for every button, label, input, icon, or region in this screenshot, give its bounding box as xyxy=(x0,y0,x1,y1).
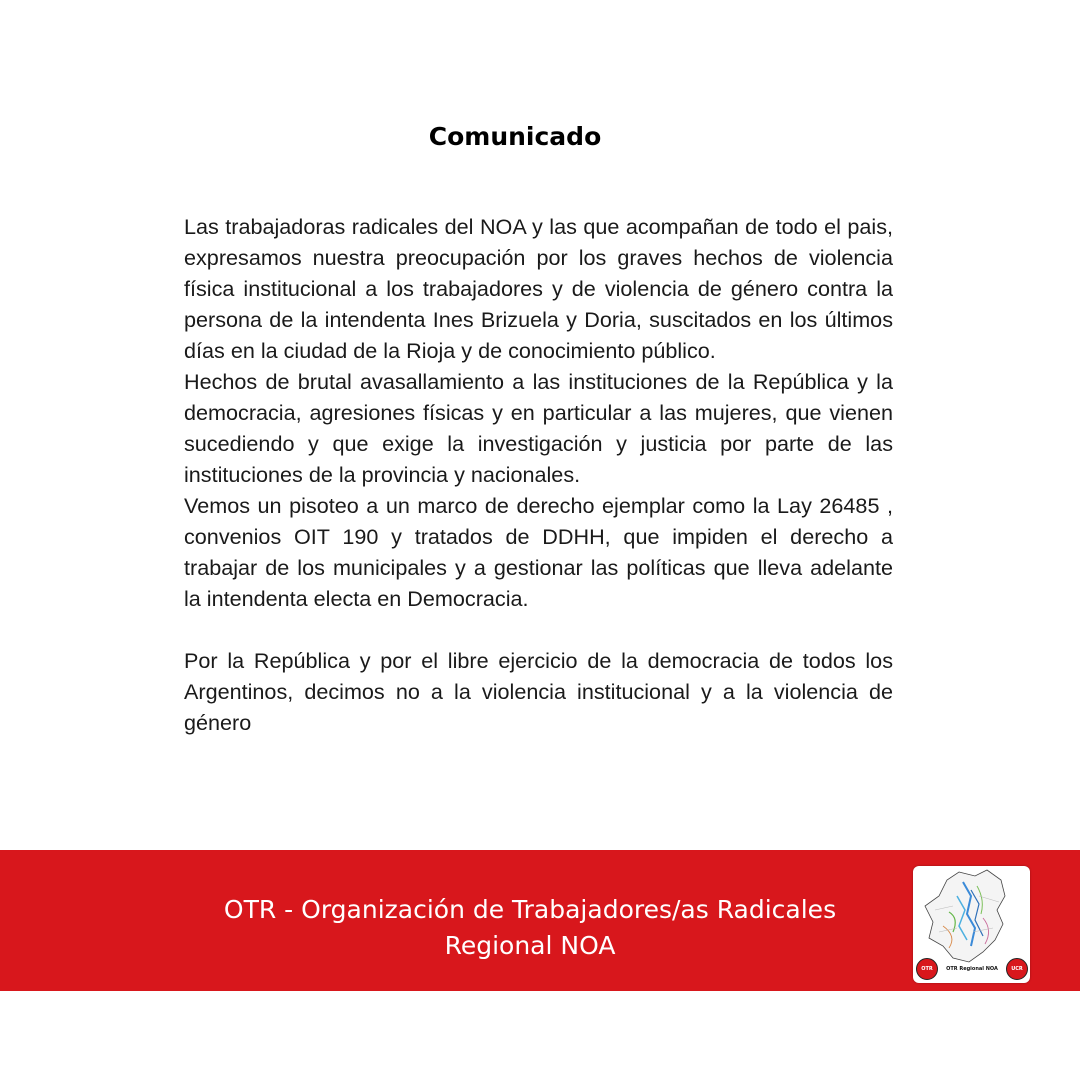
footer-region: Regional NOA xyxy=(444,931,616,960)
otr-logo xyxy=(913,866,1030,983)
page-title: Comunicado xyxy=(428,122,602,151)
paragraph: Hechos de brutal avasallamiento a las instituciones de la República y la democracia, agresiones físicas y en particular a las mujeres, que vienen sucediendo y que exige la investigación y justicia por parte de las instituciones de la provincia y nacionales. xyxy=(184,369,893,487)
otr-badge: OTR xyxy=(916,958,938,980)
paragraph: Vemos un pisoteo a un marco de derecho ejemplar como la Lay 26485 , convenios OIT 190 y tratados de DDHH, que impiden el derecho a trabajar de los municipales y a gestionar las políticas que lleva adelante la intendenta electa en Democracia. xyxy=(184,493,893,611)
paragraph: Las trabajadoras radicales del NOA y las que acompañan de todo el pais, expresamos nuestra preocupación por los graves hechos de violencia física institucional a los trabajadores y de violencia de género contra la persona de la intendenta Ines Brizuela y Doria, suscitados en los últimos días en la ciudad de la Rioja y de conocimiento público. xyxy=(184,214,893,363)
statement-body xyxy=(184,211,893,738)
footer-organization xyxy=(190,892,870,964)
ucr-badge: UCR xyxy=(1006,958,1028,980)
logo-caption: OTR Regional NOA xyxy=(946,966,998,972)
paragraph: Por la República y por el libre ejercicio de la democracia de todos los Argentinos, decimos no a la violencia institucional y a la violencia de género xyxy=(184,648,893,735)
footer-org-name: OTR - Organización de Trabajadores/as Radicales xyxy=(223,895,837,924)
